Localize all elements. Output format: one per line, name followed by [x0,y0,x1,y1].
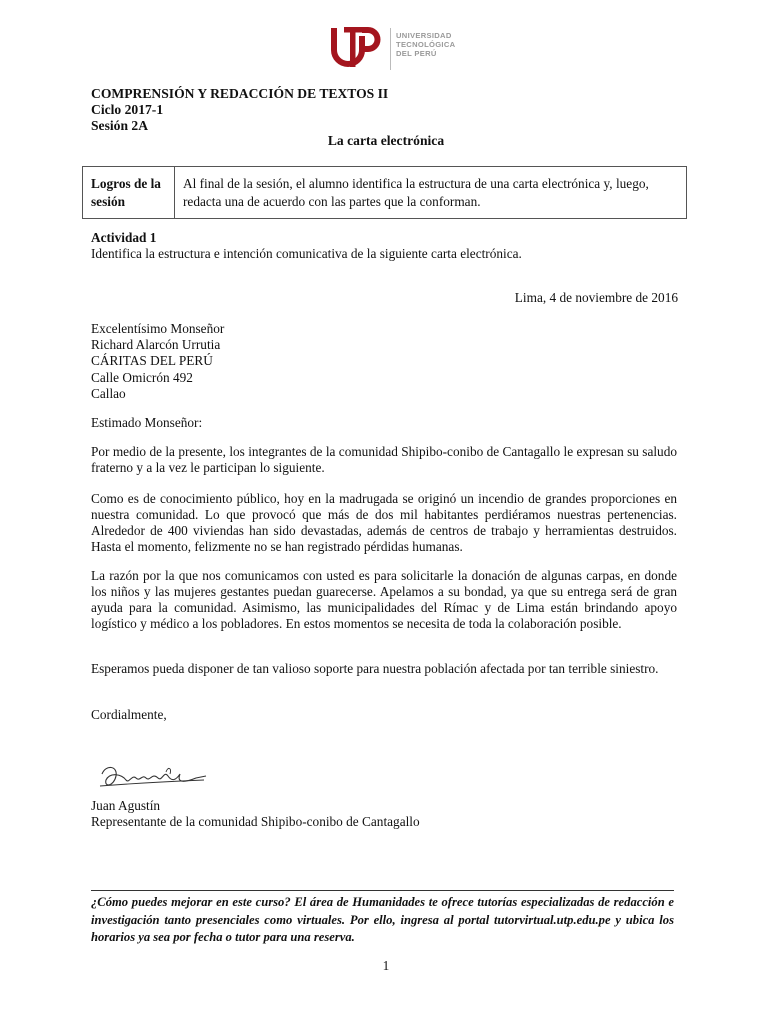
document-header [91,86,388,134]
handwritten-signature [96,760,211,796]
logo-line-2: TECNOLÓGICA [396,40,456,49]
logo-line-3: DEL PERÚ [396,49,437,58]
logo-line-1: UNIVERSIDAD [396,31,452,40]
recipient-line: CÁRITAS DEL PERÚ [91,353,213,369]
session-label: Sesión 2A [91,118,149,133]
footer-divider [91,890,674,891]
letter-paragraph-2: Como es de conocimiento público, hoy en la madrugada se originó un incendio de grandes proporciones en nuestra comunidad. Lo que provocó que más de dos mil habitantes perdiéramos nuestras pertenencias. Alrededor de 400 viviendas han sido devastadas, además de centros de trabajo y herramientas destruidos. Hasta el momento, felizmente no se han registrado pérdidas humanas. [91,491,677,554]
logros-text: Al final de la sesión, el alumno identifica la estructura de una carta electrónica y, luego, redacta una de acuerdo con las partes que la conforman. [175,167,687,219]
logros-table [82,166,687,219]
logros-row [83,167,687,219]
university-name [396,31,455,58]
logo-divider [390,28,391,70]
signer-block [91,798,420,830]
recipient-line: Callao [91,385,126,401]
letter-salutation: Estimado Monseñor: [91,415,203,430]
activity-section [91,230,677,262]
recipient-line: Calle Omicrón 492 [91,369,193,385]
recipient-line: Richard Alarcón Urrutia [91,337,221,353]
signer-name: Juan Agustín [91,798,161,813]
recipient-block [91,321,224,402]
page-title: La carta electrónica [327,133,445,148]
cycle-label: Ciclo 2017-1 [91,102,164,117]
activity-instruction: Identifica la estructura e intención comunicativa de la siguiente carta electrónica. [91,246,522,261]
signer-role: Representante de la comunidad Shipibo-conibo de Cantagallo [91,814,420,829]
utp-logo-mark [330,24,390,74]
letter-paragraph-4: Esperamos pueda disponer de tan valioso soporte para nuestra población afectada por tan terrible siniestro. [91,661,659,676]
letter-date: Lima, 4 de noviembre de 2016 [514,290,678,305]
page-number: 1 [382,958,390,973]
recipient-line: Excelentísimo Monseñor [91,321,225,336]
logros-label: Logros de la sesión [83,167,175,219]
letter-closing: Cordialmente, [91,707,167,722]
footer-note: ¿Cómo puedes mejorar en este curso? El área de Humanidades te ofrece tutorías especializadas de redacción e investigación tanto presenciales como virtuales. Por ello, ingresa al portal tutorvirtual.utp.edu.pe y ubica los horarios ya sea por fecha o tutor para una reserva. [91,895,674,944]
activity-title: Actividad 1 [91,230,157,245]
utp-logo [330,24,470,74]
course-title: COMPRENSIÓN Y REDACCIÓN DE TEXTOS II [91,86,389,101]
letter-paragraph-1: Por medio de la presente, los integrantes de la comunidad Shipibo-conibo de Cantagallo le expresan su saludo fraterno y a la vez le participan lo siguiente. [91,444,677,475]
letter-paragraph-3: La razón por la que nos comunicamos con usted es para solicitarle la donación de algunas carpas, en donde los niños y las mujeres gestantes puedan guarecerse. Apelamos a su bondad, ya que su entrega será de gran ayuda para la comunidad. Asimismo, las municipalidades del Rímac y de Lima están brindando apoyo logístico y médico a los pobladores. En estos momentos se necesita de toda la colaboración posible. [91,568,677,631]
